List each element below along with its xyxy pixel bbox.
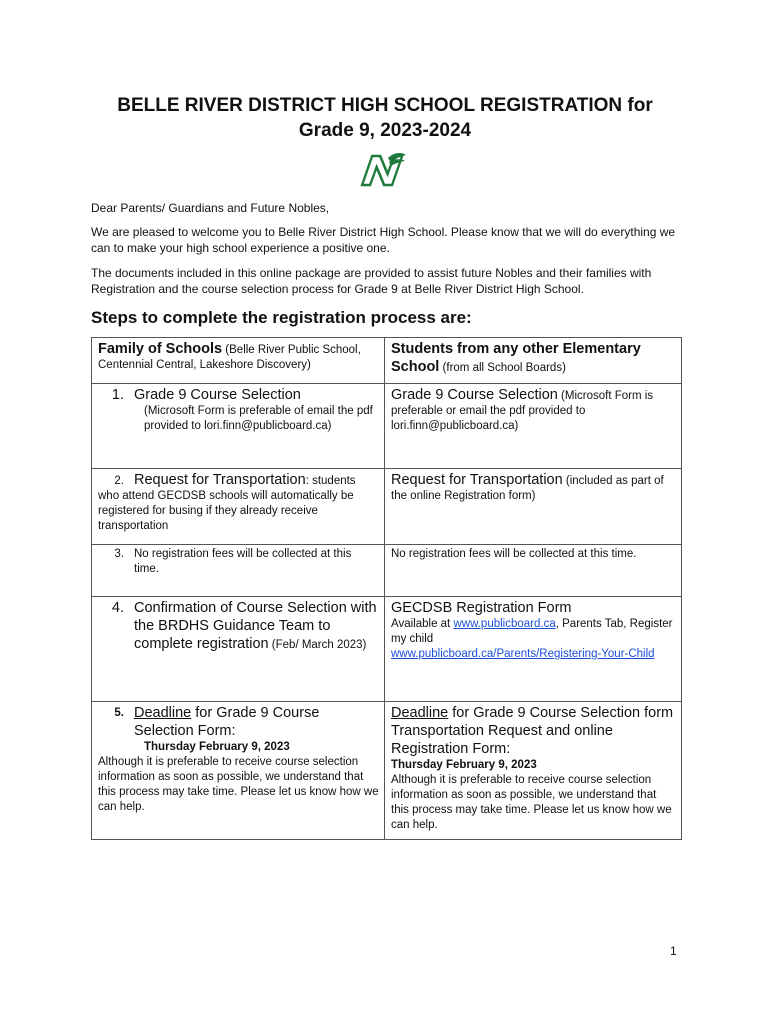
header-left-detail: (Belle River Public School, Centennial Central, Lakeshore Discovery) (98, 344, 361, 371)
deadline-note: Although it is preferable to receive course selection information as soon as possible, we understand that this process may take time. Please let us know how we can help. (98, 756, 379, 813)
step-left-detail: (Feb/ March 2023) (271, 639, 367, 651)
page-number: 1 (670, 944, 677, 958)
title-line-1: BELLE RIVER DISTRICT HIGH SCHOOL REGISTRATION for (117, 95, 653, 116)
step-number: 2. (114, 475, 124, 487)
registering-your-child-link[interactable]: www.publicboard.ca/Parents/Registering-Your-Child (391, 648, 655, 660)
step-right-pre: Available at (391, 618, 451, 630)
table-header-row (92, 338, 682, 384)
step-right-detail: (included as part of the online Registration form) (391, 475, 664, 502)
step-right-title-detail: (Microsoft Form is (561, 390, 654, 402)
step-right-title: Grade 9 Course Selection (391, 387, 558, 403)
header-other-schools (385, 338, 682, 384)
step-left-title: Confirmation of Course Selection with the BRDHS Guidance Team to complete registration (134, 600, 377, 652)
step-number: 5. (114, 707, 124, 719)
deadline-note: Although it is preferable to receive course selection information as soon as possible, we understand that this process may take time. Please let us know how we can help. (391, 774, 672, 831)
documents-paragraph: The documents included in this online package are provided to assist future Nobles and their families with Registration and the course selection process for Grade 9 at Belle River District High School. (91, 266, 652, 296)
step-left-detail: : students who attend GECDSB schools will automatically be registered for busing if they already receive transportation (98, 475, 356, 532)
step-left-title: No registration fees will be collected at this time. (134, 548, 352, 575)
publicboard-link[interactable]: www.publicboard.ca (453, 618, 556, 630)
step-number: 4. (111, 600, 124, 616)
greeting: Dear Parents/ Guardians and Future Nobles, (91, 201, 330, 215)
step-left-title: Grade 9 Course Selection (134, 387, 301, 403)
step-right-title: for Grade 9 Course Selection form Transportation Request and online Registration Form: (391, 705, 674, 757)
step-number: 1. (111, 387, 124, 403)
deadline-label: Deadline (391, 705, 449, 721)
step-left-title: Request for Transportation (134, 472, 306, 488)
table-row (92, 469, 682, 545)
title-line-2: Grade 9, 2023-2024 (298, 120, 472, 141)
step-right-post: , Parents Tab, Register my child (391, 618, 673, 645)
deadline-date: Thursday February 9, 2023 (391, 759, 537, 771)
table-row (92, 702, 682, 840)
table-row (92, 545, 682, 597)
step-left-detail: (Microsoft Form is preferable of email the pdf provided to lori.finn@publicboard.ca) (144, 405, 373, 432)
document-title (60, 93, 710, 143)
step-number: 3. (114, 548, 124, 560)
table-row (92, 597, 682, 702)
step-right-detail: preferable or email the pdf provided to lori.finn@publicboard.ca) (391, 405, 586, 432)
steps-heading: Steps to complete the registration process are: (91, 308, 472, 327)
deadline-date: Thursday February 9, 2023 (144, 741, 290, 753)
step-right-title: No registration fees will be collected at this time. (391, 548, 637, 560)
table-row (92, 384, 682, 469)
step-right-title: Request for Transportation (391, 472, 563, 488)
step-right-title: GECDSB Registration Form (391, 600, 572, 616)
step-left-title: for Grade 9 Course Selection Form: (134, 705, 320, 739)
header-right-title: Students from any other Elementary School (391, 341, 641, 375)
deadline-label: Deadline (134, 705, 192, 721)
header-right-detail: (from all School Boards) (442, 362, 566, 374)
header-family-of-schools (92, 338, 385, 384)
nobles-logo-icon (358, 150, 408, 190)
welcome-paragraph: We are pleased to welcome you to Belle River District High School. Please know that we will do everything we can to make your high school experience a positive one. (91, 225, 676, 255)
header-left-title: Family of Schools (98, 341, 223, 357)
registration-steps-table (91, 337, 682, 840)
